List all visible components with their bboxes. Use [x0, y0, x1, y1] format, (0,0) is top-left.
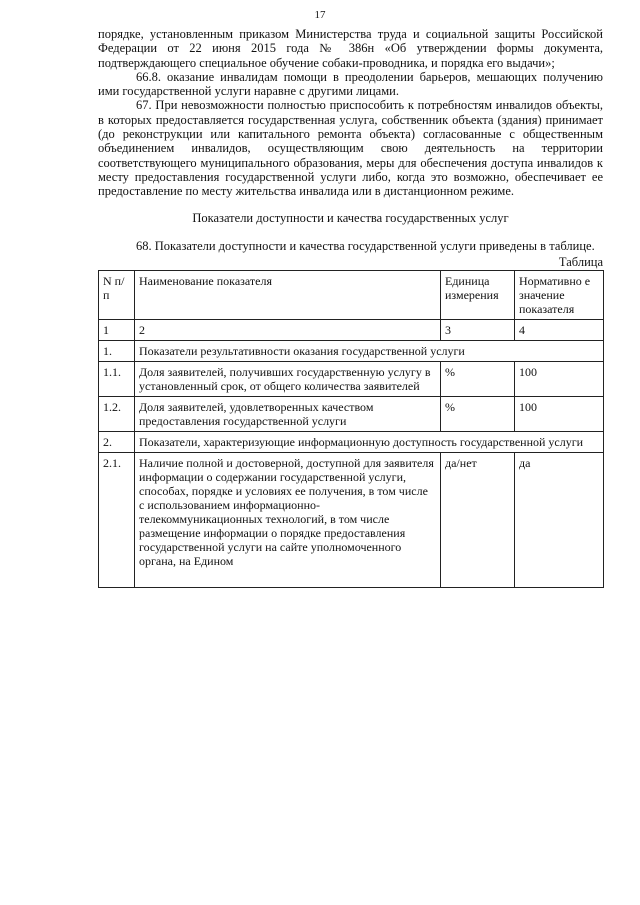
- table-header-row: [99, 271, 604, 320]
- section-heading: Показатели доступности и качества государственных услуг: [192, 210, 509, 225]
- document-body: [98, 27, 603, 588]
- paragraph-66-8: 66.8. оказание инвалидам помощи в преодолении барьеров, мешающих получению ими государственной услуги наравне с другими лицами.: [98, 69, 603, 99]
- table-row: [99, 432, 604, 453]
- row-name: Показатели, характеризующие информационную доступность государственной услуги: [135, 432, 604, 453]
- table-row: [99, 362, 604, 397]
- row-norm: да: [515, 453, 604, 588]
- table-row: [99, 453, 604, 588]
- header-unit: Единица измерения: [441, 271, 515, 320]
- index-cell: 1: [99, 320, 135, 341]
- paragraph-68: 68. Показатели доступности и качества государственной услуги приведены в таблице.: [136, 238, 595, 253]
- row-unit: да/нет: [441, 453, 515, 588]
- index-cell: 4: [515, 320, 604, 341]
- row-name: Доля заявителей, удовлетворенных качеством предоставления государственной услуги: [135, 397, 441, 432]
- row-norm: 100: [515, 397, 604, 432]
- table-index-row: [99, 320, 604, 341]
- paragraph-order: порядке, установленным приказом Министерства труда и социальной защиты Российской Федерации от 22 июня 2015 года № 386н «Об утверждении формы документа, подтверждающего специальное обучение собаки-проводника, и порядка его выдачи»;: [98, 27, 603, 70]
- row-unit: %: [441, 362, 515, 397]
- table-row: [99, 397, 604, 432]
- header-num: N п/п: [99, 271, 135, 320]
- page-number: 17: [314, 9, 326, 21]
- header-norm: Нормативно е значение показателя: [515, 271, 604, 320]
- row-num: 1.: [99, 341, 135, 362]
- row-num: 1.1.: [99, 362, 135, 397]
- paragraph-67: 67. При невозможности полностью приспособить к потребностям инвалидов объекты, в которых предоставляется государственная услуга, собственник объекта (здания) принимает (до реконструкции или капитального ремонта объекта) согласованные с общественным объединением инвалидов, осуществляющим свою деятельность на территории соответствующего муниципального образования, меры для обеспечения доступа инвалидов к месту предоставления государственной услуги либо, когда это возможно, обеспечивает ее предоставление по месту жительства инвалида или в дистанционном режиме.: [98, 98, 603, 199]
- row-num: 2.1.: [99, 453, 135, 588]
- row-unit: %: [441, 397, 515, 432]
- row-name: Наличие полной и достоверной, доступной для заявителя информации о содержании государственной услуги, способах, порядке и условиях ее получения, в том числе с использованием информационно-телекоммуникационных технологий, в том числе размещение информации о порядке предоставления государственной услуги на сайте уполномоченного органа, на Едином: [135, 453, 441, 588]
- index-cell: 2: [135, 320, 441, 341]
- indicators-table: [98, 270, 604, 588]
- row-norm: 100: [515, 362, 604, 397]
- row-num: 2.: [99, 432, 135, 453]
- row-name: Показатели результативности оказания государственной услуги: [135, 341, 604, 362]
- table-row: [99, 341, 604, 362]
- header-name: Наименование показателя: [135, 271, 441, 320]
- row-num: 1.2.: [99, 397, 135, 432]
- index-cell: 3: [441, 320, 515, 341]
- row-name: Доля заявителей, получивших государственную услугу в установленный срок, от общего количества заявителей: [135, 362, 441, 397]
- table-caption: Таблица: [558, 255, 603, 270]
